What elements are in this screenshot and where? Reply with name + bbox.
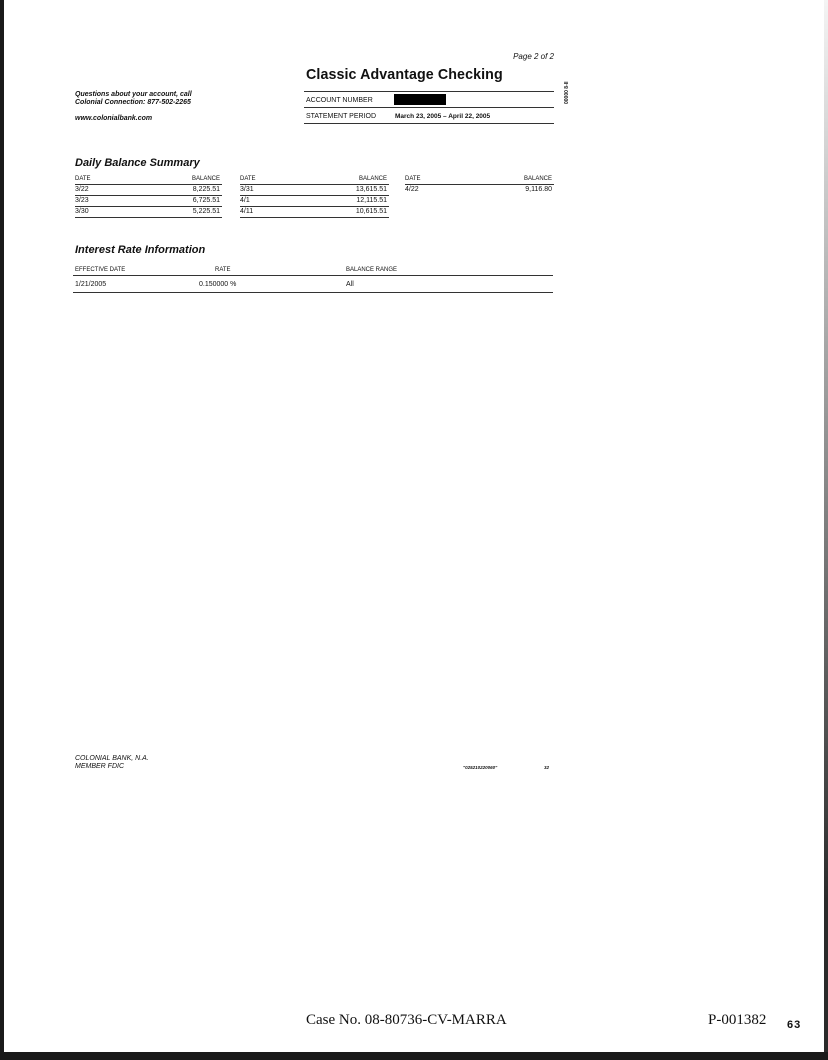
statement-period-label: STATEMENT PERIOD	[306, 113, 377, 120]
interest-rate-table	[73, 266, 553, 293]
vertical-code-text: 00000 8-II	[564, 81, 570, 104]
balance-range-header: BALANCE RANGE	[346, 267, 398, 273]
balance-column-2	[240, 176, 389, 218]
bates-number: P-001382	[708, 1012, 767, 1028]
date-header: DATE	[405, 176, 421, 182]
balance-header: BALANCE	[358, 176, 387, 182]
bank-website: www.colonialbank.com	[75, 115, 153, 122]
rate-value: 0.150000 %	[199, 281, 237, 288]
balance-row	[405, 185, 554, 195]
member-fdic: MEMBER FDIC	[75, 763, 124, 770]
effective-date-value: 1/21/2005	[75, 281, 107, 288]
contact-info	[75, 91, 192, 107]
interest-table-row	[73, 276, 553, 293]
date-header: DATE	[240, 176, 256, 182]
balance-range-value: All	[346, 281, 354, 288]
balance-amount: 10,615.51	[355, 208, 387, 215]
case-number: Case No. 08-80736-CV-MARRA	[306, 1012, 507, 1028]
balance-column-header	[405, 176, 554, 185]
daily-balance-title: Daily Balance Summary	[75, 157, 200, 169]
balance-amount: 13,615.51	[355, 186, 387, 193]
page-label: Page 2 of 2	[513, 52, 554, 61]
routing-code: "025210220060"	[463, 765, 498, 770]
balance-amount: 8,225.51	[192, 186, 220, 193]
effective-date-header: EFFECTIVE DATE	[75, 267, 126, 273]
bank-name: COLONIAL BANK, N.A.	[75, 755, 149, 762]
bank-footer	[75, 755, 149, 771]
interest-table-header	[73, 266, 553, 276]
balance-date: 3/22	[75, 186, 89, 193]
balance-date: 4/11	[240, 208, 254, 215]
scan-border-left	[0, 0, 4, 1060]
balance-amount: 9,116.80	[525, 186, 552, 193]
balance-column-1	[75, 176, 222, 218]
interest-rate-title: Interest Rate Information	[75, 244, 206, 256]
balance-column-3	[405, 176, 554, 195]
exhibit-page-number: 63	[787, 1019, 802, 1031]
balance-header: BALANCE	[523, 176, 552, 182]
balance-amount: 6,725.51	[192, 197, 220, 204]
account-info-box	[304, 91, 554, 124]
statement-period-row	[304, 108, 554, 124]
balance-column-header	[75, 176, 222, 185]
balance-row	[240, 196, 389, 207]
balance-row	[75, 196, 222, 207]
contact-line-1: Questions about your account, call	[75, 91, 192, 98]
statement-title: Classic Advantage Checking	[306, 66, 503, 83]
sheet-code: 32	[544, 765, 550, 770]
vertical-code	[560, 76, 590, 106]
redacted-account-number	[394, 94, 446, 105]
balance-row	[75, 207, 222, 218]
statement-period-value: March 23, 2005 – April 22, 2005	[395, 113, 491, 120]
contact-line-2: Colonial Connection: 877-502-2265	[75, 99, 191, 106]
balance-amount: 5,225.51	[192, 208, 220, 215]
balance-date: 3/23	[75, 197, 89, 204]
account-number-label: ACCOUNT NUMBER	[306, 97, 373, 104]
balance-row	[75, 185, 222, 196]
balance-row	[240, 207, 389, 218]
scan-border-right	[824, 0, 828, 1060]
rate-header: RATE	[215, 267, 231, 273]
balance-header: BALANCE	[191, 176, 220, 182]
balance-column-header	[240, 176, 389, 185]
balance-date: 4/22	[405, 186, 419, 193]
balance-amount: 12,115.51	[356, 197, 387, 204]
balance-date: 3/30	[75, 208, 89, 215]
balance-row	[240, 185, 389, 196]
balance-date: 4/1	[240, 197, 250, 204]
account-number-row	[304, 91, 554, 108]
date-header: DATE	[75, 176, 91, 182]
balance-date: 3/31	[240, 186, 254, 193]
scan-border-bottom	[0, 1052, 828, 1060]
